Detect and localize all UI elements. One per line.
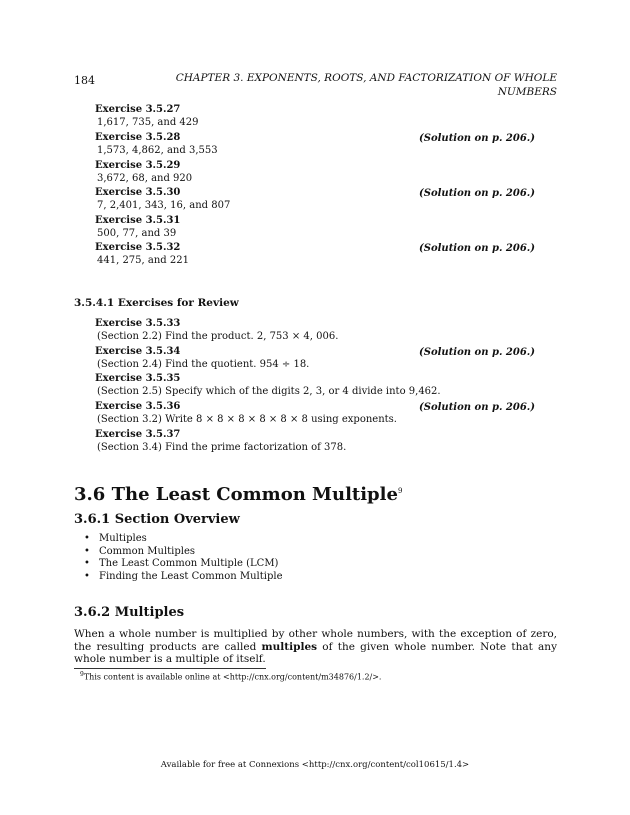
exercise-title: Exercise 3.5.28: [95, 132, 181, 143]
footnote-text: This content is available online at <http://cnx.org/content/m34876/1.2/>.: [83, 672, 382, 682]
exercise-body: (Section 3.4) Find the prime factorization of 378.: [97, 441, 347, 453]
overview-list: [84, 533, 283, 583]
exercise-item: [95, 215, 535, 240]
exercise-body: 7, 2,401, 343, 16, and 807: [97, 199, 231, 211]
page-footer: Available for free at Connexions <http://cnx.org/content/col10615/1.4>: [160, 760, 470, 770]
list-item: • The Least Common Multiple (LCM): [84, 558, 283, 571]
solution-link[interactable]: (Solution on p. 206.): [419, 243, 535, 254]
exercise-title: Exercise 3.5.30: [95, 187, 181, 198]
exercise-body: (Section 2.4) Find the quotient. 954 ÷ 18.: [97, 358, 310, 370]
running-head: [157, 71, 557, 99]
exercise-title: Exercise 3.5.37: [95, 429, 181, 440]
exercise-item: [95, 160, 535, 185]
exercise-item: [95, 373, 535, 398]
review-heading: 3.5.4.1 Exercises for Review: [74, 297, 239, 309]
exercise-body: 1,617, 735, and 429: [97, 116, 199, 128]
paragraph-text: When a whole number is multiplied by other whole numbers, with the exception of zero, the resulting products are called: [74, 628, 557, 653]
exercise-body: (Section 2.2) Find the product. 2, 753 × 4, 006.: [97, 330, 339, 342]
overview-heading: 3.6.1 Section Overview: [74, 512, 240, 527]
exercise-title: Exercise 3.5.32: [95, 242, 181, 253]
exercise-body: 3,672, 68, and 920: [97, 172, 193, 184]
section-title-text: 3.6 The Least Common Multiple: [74, 484, 398, 505]
exercise-item: [95, 318, 535, 343]
list-item: • Common Multiples: [84, 546, 283, 559]
running-head-line1: CHAPTER 3. EXPONENTS, ROOTS, AND FACTORIZATION OF WHOLE: [175, 72, 557, 84]
exercise-title: Exercise 3.5.35: [95, 373, 181, 384]
solution-link[interactable]: (Solution on p. 206.): [419, 402, 535, 413]
exercise-title: Exercise 3.5.27: [95, 104, 181, 115]
exercise-item: [95, 104, 535, 129]
multiples-heading: 3.6.2 Multiples: [74, 605, 185, 620]
exercise-body: 500, 77, and 39: [97, 227, 177, 239]
paragraph-text: of the given whole number. Note that any whole number is a multiple of itself.: [74, 640, 558, 666]
exercise-body: 1,573, 4,862, and 3,553: [97, 144, 218, 156]
solution-link[interactable]: (Solution on p. 206.): [419, 133, 535, 144]
exercise-title: Exercise 3.5.36: [95, 401, 181, 412]
list-item: • Finding the Least Common Multiple: [84, 571, 283, 584]
footnote-marker[interactable]: 9: [397, 487, 403, 495]
key-term: multiples: [261, 640, 318, 653]
exercise-title: Exercise 3.5.33: [95, 318, 181, 329]
section-title: [74, 484, 402, 505]
exercise-body: (Section 3.2) Write 8 × 8 × 8 × 8 × 8 × 8 using exponents.: [97, 413, 397, 425]
footnote: [80, 671, 381, 682]
exercise-item: [95, 429, 535, 454]
footnote-mark: 9: [80, 671, 84, 678]
exercise-title: Exercise 3.5.31: [95, 215, 181, 226]
footnote-divider: [74, 668, 266, 669]
solution-link[interactable]: (Solution on p. 206.): [419, 347, 535, 358]
exercise-title: Exercise 3.5.29: [95, 160, 181, 171]
exercise-body: (Section 2.5) Specify which of the digits 2, 3, or 4 divide into 9,462.: [97, 385, 441, 397]
multiples-paragraph: [74, 628, 557, 666]
running-head-line2: NUMBERS: [497, 86, 557, 98]
page-number: 184: [74, 74, 95, 87]
exercise-body: 441, 275, and 221: [97, 254, 189, 266]
list-item: • Multiples: [84, 533, 283, 546]
solution-link[interactable]: (Solution on p. 206.): [419, 188, 535, 199]
exercise-title: Exercise 3.5.34: [95, 346, 181, 357]
